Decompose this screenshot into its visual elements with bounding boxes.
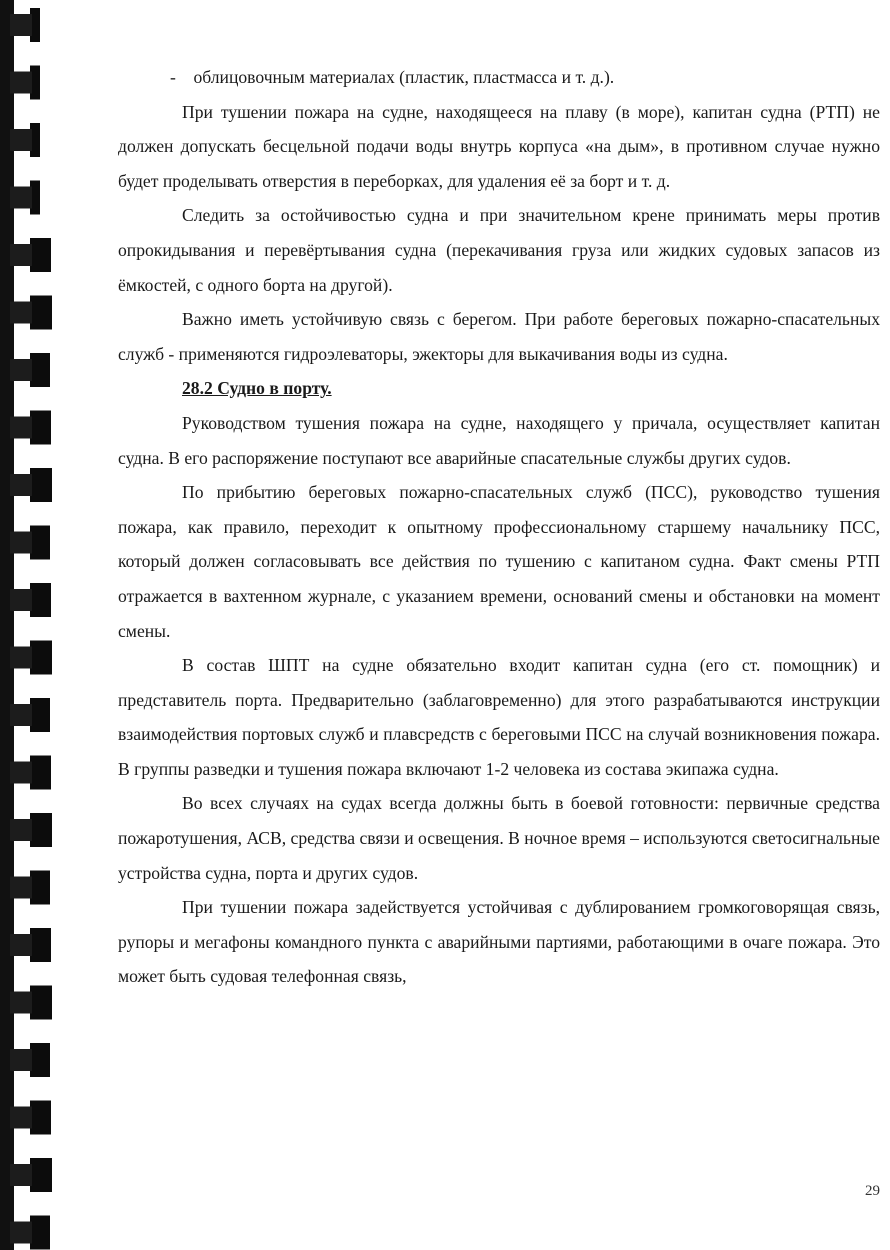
paragraph-6: В состав ШПТ на судне обязательно входит капитан судна (его ст. помощник) и представитель порта. Предварительно (заблаговременно) для этого разрабатываются инструкции взаимодействия портовых служб и плавсредств с береговыми ПСС на случай возникновения пожара. В группы разведки и тушения пожара включают 1-2 человека из состава экипажа судна.	[118, 655, 880, 779]
binding-hole	[30, 1216, 50, 1250]
binding-ring	[10, 819, 32, 841]
paragraph-7: Во всех случаях на судах всегда должны быть в боевой готовности: первичные средства пожаротушения, АСВ, средства связи и освещения. В ночное время – используются светосигнальные устройства судна, порта и других судов.	[118, 793, 880, 883]
binding-ring	[10, 129, 32, 151]
binding-ring	[10, 589, 32, 611]
binding-hole	[30, 813, 52, 847]
binding-hole	[30, 296, 52, 330]
binding-hole	[30, 871, 50, 905]
binding-ring	[10, 14, 32, 36]
binding-ring	[10, 187, 32, 209]
paragraph-3: Важно иметь устойчивую связь с берегом. При работе береговых пожарно-спасательных служб - применяются гидроэлеваторы, эжекторы для выкачивания воды из судна.	[118, 309, 880, 364]
binding-ring	[10, 417, 32, 439]
binding-hole	[30, 526, 50, 560]
binding-hole	[30, 583, 51, 617]
binding-hole	[30, 353, 50, 387]
binding-ring	[10, 1107, 32, 1129]
binding-hole	[30, 238, 51, 272]
binding-hole	[30, 986, 52, 1020]
binding-hole	[30, 641, 52, 675]
page-number: 29	[865, 1183, 880, 1199]
binding-ring	[10, 1164, 32, 1186]
binding-hole	[30, 1043, 50, 1077]
binding-ring	[10, 474, 32, 496]
binding-hole	[30, 411, 51, 445]
binding-ring	[10, 704, 32, 726]
paragraph-4: Руководством тушения пожара на судне, находящего у причала, осуществляет капитан судна. В его распоряжение поступают все аварийные спасательные службы других судов.	[118, 412, 880, 468]
dash-marker: -	[170, 67, 176, 87]
binding-ring	[10, 934, 32, 956]
binding-hole	[30, 468, 52, 502]
paragraph-1: При тушении пожара на судне, находящееся на плаву (в море), капитан судна (РТП) не должен допускать бесцельной подачи воды внутрь корпуса «на дым», в противном случае нужно будет проделывать отверстия в переборках, для удаления её за борт и т. д.	[118, 101, 880, 191]
binding-ring	[10, 1049, 32, 1071]
section-heading: 28.2 Судно в порту.	[182, 378, 332, 399]
binding-ring	[10, 359, 32, 381]
binding-ring	[10, 72, 32, 94]
paragraph-8: При тушении пожара задействуется устойчивая с дублированием громкоговорящая связь, рупоры и мегафоны командного пункта с аварийными партиями, работающими в очаге пожара. Это может быть судовая телефонная связь,	[118, 897, 880, 987]
binding-ring	[10, 647, 32, 669]
binding-ring	[10, 1222, 32, 1244]
binding-hole	[30, 756, 51, 790]
paragraph-2: Следить за остойчивостью судна и при значительном крене принимать меры против опрокидывания и перевёртывания судна (перекачивания груза или жидких судовых запасов из ёмкостей, с одного борта на другой).	[118, 205, 880, 295]
paragraph-5: По прибытию береговых пожарно-спасательных служб (ПСС), руководство тушения пожара, как правило, переходит к опытному профессиональному старшему начальнику ПСС, который должен согласовывать все действия по тушению с капитаном судна. Факт смены РТП отражается в вахтенном журнале, с указанием времени, оснований смены и обстановки на момент смены.	[118, 482, 880, 641]
spiral-binding-edge	[0, 0, 64, 1250]
binding-hole	[30, 1101, 51, 1135]
binding-ring	[10, 244, 32, 266]
page-body	[118, 60, 880, 994]
binding-ring	[10, 302, 32, 324]
binding-holes	[0, 0, 64, 1250]
binding-hole	[30, 698, 50, 732]
binding-ring	[10, 532, 32, 554]
binding-ring	[10, 762, 32, 784]
binding-hole	[30, 1158, 52, 1192]
binding-ring	[10, 877, 32, 899]
binding-hole	[30, 928, 51, 962]
dash-list-item	[118, 60, 880, 95]
binding-ring	[10, 992, 32, 1014]
dash-item-text: облицовочным материалах (пластик, пластмасса и т. д.).	[193, 67, 615, 87]
